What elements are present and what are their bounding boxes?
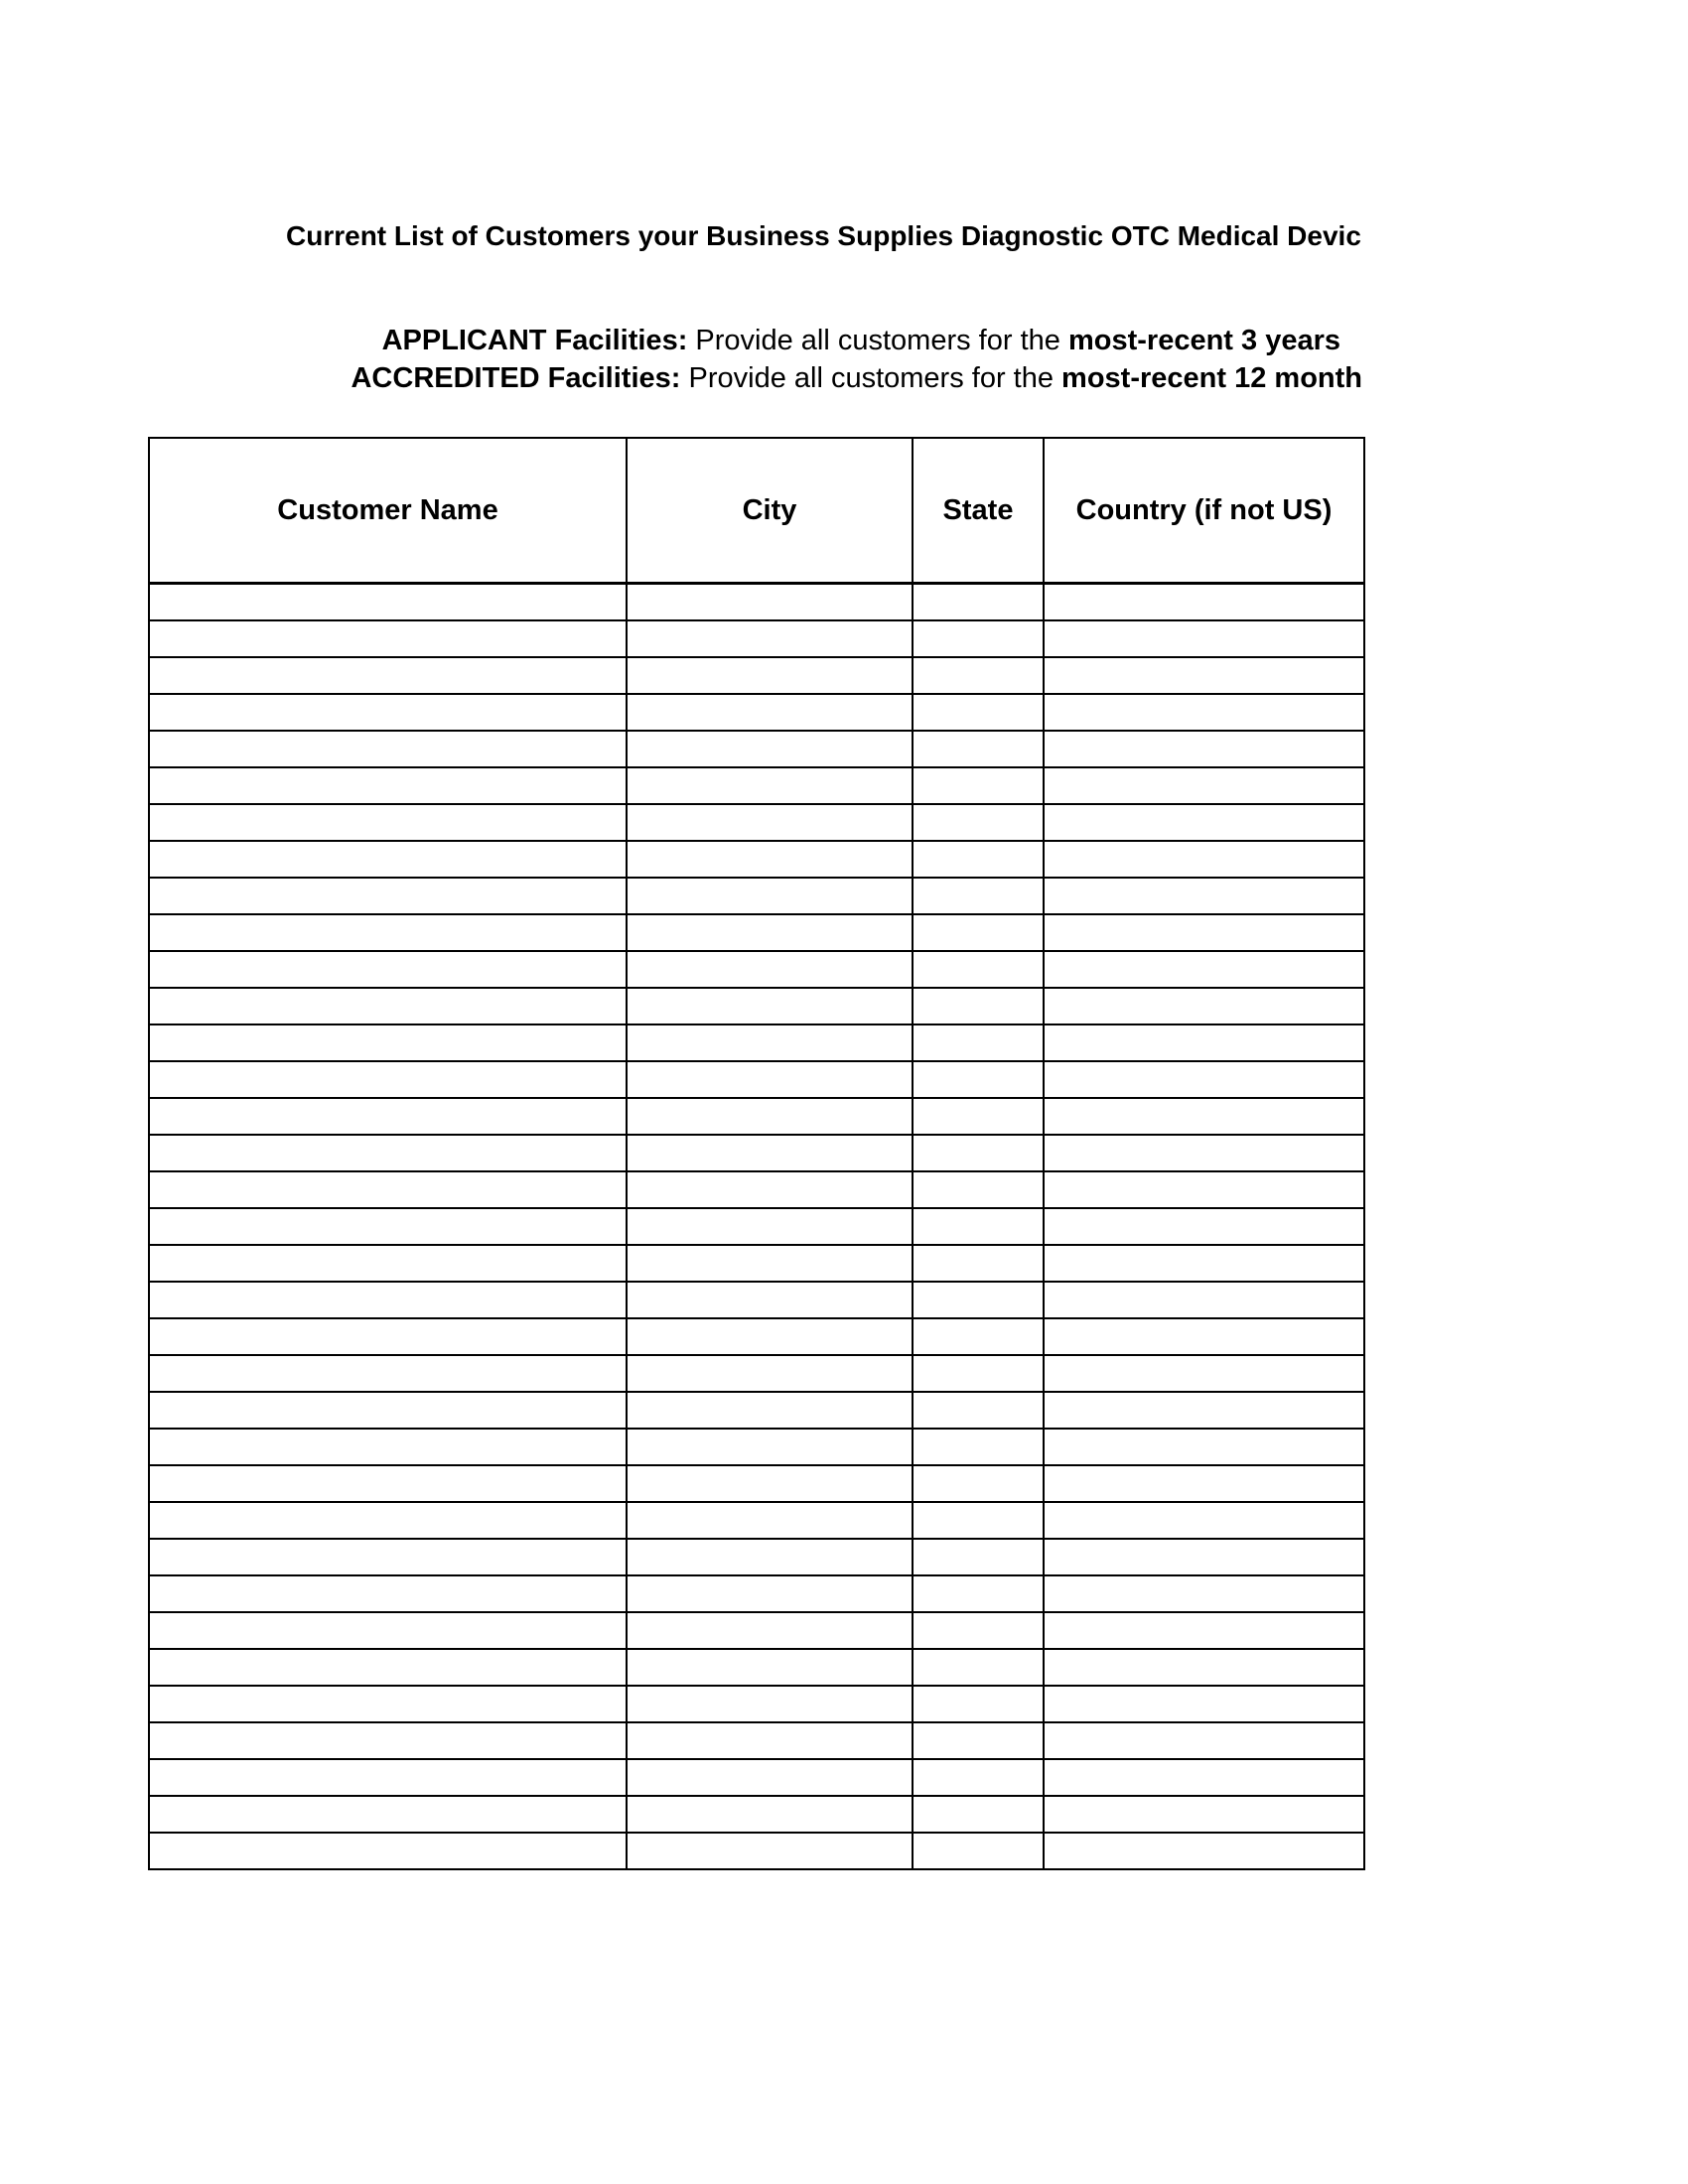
table-row xyxy=(149,1612,1364,1649)
table-row xyxy=(149,1833,1364,1869)
table-header-row xyxy=(149,438,1364,584)
table-row xyxy=(149,767,1364,804)
cell-customer-name[interactable] xyxy=(149,1429,627,1465)
cell-country[interactable] xyxy=(1044,1135,1364,1171)
table-body xyxy=(149,584,1364,1870)
table-row xyxy=(149,841,1364,878)
table-row xyxy=(149,731,1364,767)
cell-country[interactable] xyxy=(1044,1061,1364,1098)
cell-country[interactable] xyxy=(1044,620,1364,657)
table-row xyxy=(149,584,1364,621)
cell-customer-name[interactable] xyxy=(149,1318,627,1355)
cell-country[interactable] xyxy=(1044,1759,1364,1796)
cell-city[interactable] xyxy=(627,1686,913,1722)
table-row xyxy=(149,1502,1364,1539)
cell-state[interactable] xyxy=(913,1171,1044,1208)
cell-customer-name[interactable] xyxy=(149,1612,627,1649)
cell-city[interactable] xyxy=(627,1796,913,1833)
accredited-label: ACCREDITED Facilities: xyxy=(351,362,681,394)
cell-city[interactable] xyxy=(627,1024,913,1061)
cell-country[interactable] xyxy=(1044,1392,1364,1429)
cell-city[interactable] xyxy=(627,804,913,841)
cell-country[interactable] xyxy=(1044,1465,1364,1502)
cell-state[interactable] xyxy=(913,1061,1044,1098)
cell-country[interactable] xyxy=(1044,1539,1364,1575)
cell-country[interactable] xyxy=(1044,1833,1364,1869)
cell-city[interactable] xyxy=(627,620,913,657)
cell-state[interactable] xyxy=(913,1722,1044,1759)
cell-customer-name[interactable] xyxy=(149,1024,627,1061)
cell-state[interactable] xyxy=(913,988,1044,1024)
cell-city[interactable] xyxy=(627,951,913,988)
cell-customer-name[interactable] xyxy=(149,951,627,988)
cell-city[interactable] xyxy=(627,1318,913,1355)
cell-city[interactable] xyxy=(627,1208,913,1245)
customer-table xyxy=(148,437,1365,1870)
cell-state[interactable] xyxy=(913,1098,1044,1135)
cell-city[interactable] xyxy=(627,1171,913,1208)
table-row xyxy=(149,1392,1364,1429)
cell-state[interactable] xyxy=(913,1282,1044,1318)
cell-country[interactable] xyxy=(1044,878,1364,914)
cell-country[interactable] xyxy=(1044,731,1364,767)
cell-state[interactable] xyxy=(913,1796,1044,1833)
applicant-text: Provide all customers for the xyxy=(687,325,1068,356)
table-row xyxy=(149,1355,1364,1392)
cell-state[interactable] xyxy=(913,878,1044,914)
cell-city[interactable] xyxy=(627,1502,913,1539)
cell-country[interactable] xyxy=(1044,1098,1364,1135)
cell-customer-name[interactable] xyxy=(149,657,627,694)
table-row xyxy=(149,988,1364,1024)
table-row xyxy=(149,1465,1364,1502)
cell-country[interactable] xyxy=(1044,657,1364,694)
cell-state[interactable] xyxy=(913,914,1044,951)
applicant-instruction xyxy=(382,322,1340,359)
cell-customer-name[interactable] xyxy=(149,804,627,841)
table-row xyxy=(149,914,1364,951)
cell-city[interactable] xyxy=(627,1429,913,1465)
table-row xyxy=(149,1649,1364,1686)
table-row xyxy=(149,804,1364,841)
table-row xyxy=(149,878,1364,914)
cell-state[interactable] xyxy=(913,1392,1044,1429)
cell-state[interactable] xyxy=(913,1024,1044,1061)
cell-customer-name[interactable] xyxy=(149,1282,627,1318)
table-row xyxy=(149,1245,1364,1282)
cell-country[interactable] xyxy=(1044,1208,1364,1245)
cell-country[interactable] xyxy=(1044,914,1364,951)
cell-customer-name[interactable] xyxy=(149,841,627,878)
table-row xyxy=(149,1061,1364,1098)
cell-state[interactable] xyxy=(913,1833,1044,1869)
cell-state[interactable] xyxy=(913,1612,1044,1649)
header-city: City xyxy=(627,438,913,584)
table-row xyxy=(149,1024,1364,1061)
cell-state[interactable] xyxy=(913,951,1044,988)
cell-customer-name[interactable] xyxy=(149,1759,627,1796)
cell-city[interactable] xyxy=(627,841,913,878)
cell-city[interactable] xyxy=(627,1759,913,1796)
cell-city[interactable] xyxy=(627,1722,913,1759)
cell-customer-name[interactable] xyxy=(149,1796,627,1833)
cell-city[interactable] xyxy=(627,1355,913,1392)
cell-state[interactable] xyxy=(913,1135,1044,1171)
cell-customer-name[interactable] xyxy=(149,1098,627,1135)
header-country: Country (if not US) xyxy=(1044,438,1364,584)
cell-customer-name[interactable] xyxy=(149,767,627,804)
cell-city[interactable] xyxy=(627,1465,913,1502)
cell-country[interactable] xyxy=(1044,988,1364,1024)
cell-customer-name[interactable] xyxy=(149,1833,627,1869)
cell-state[interactable] xyxy=(913,584,1044,621)
applicant-label: APPLICANT Facilities: xyxy=(381,325,688,356)
cell-city[interactable] xyxy=(627,694,913,731)
cell-city[interactable] xyxy=(627,1098,913,1135)
cell-city[interactable] xyxy=(627,1245,913,1282)
cell-state[interactable] xyxy=(913,841,1044,878)
table-row xyxy=(149,1208,1364,1245)
cell-city[interactable] xyxy=(627,584,913,621)
cell-city[interactable] xyxy=(627,1282,913,1318)
cell-country[interactable] xyxy=(1044,1171,1364,1208)
cell-customer-name[interactable] xyxy=(149,1575,627,1612)
cell-country[interactable] xyxy=(1044,804,1364,841)
table-row xyxy=(149,1575,1364,1612)
cell-state[interactable] xyxy=(913,1759,1044,1796)
table-row xyxy=(149,1135,1364,1171)
table-row xyxy=(149,1318,1364,1355)
cell-state[interactable] xyxy=(913,1318,1044,1355)
cell-customer-name[interactable] xyxy=(149,1465,627,1502)
cell-customer-name[interactable] xyxy=(149,1649,627,1686)
cell-city[interactable] xyxy=(627,731,913,767)
cell-customer-name[interactable] xyxy=(149,1392,627,1429)
table-row xyxy=(149,1098,1364,1135)
cell-country[interactable] xyxy=(1044,841,1364,878)
cell-state[interactable] xyxy=(913,1649,1044,1686)
cell-country[interactable] xyxy=(1044,584,1364,621)
cell-country[interactable] xyxy=(1044,1318,1364,1355)
cell-country[interactable] xyxy=(1044,694,1364,731)
cell-customer-name[interactable] xyxy=(149,1722,627,1759)
table-row xyxy=(149,1722,1364,1759)
cell-country[interactable] xyxy=(1044,1245,1364,1282)
cell-country[interactable] xyxy=(1044,767,1364,804)
cell-state[interactable] xyxy=(913,1465,1044,1502)
cell-customer-name[interactable] xyxy=(149,620,627,657)
cell-city[interactable] xyxy=(627,1392,913,1429)
cell-state[interactable] xyxy=(913,1575,1044,1612)
cell-country[interactable] xyxy=(1044,1722,1364,1759)
table-row xyxy=(149,1686,1364,1722)
cell-customer-name[interactable] xyxy=(149,1208,627,1245)
accredited-instruction xyxy=(351,359,1362,397)
cell-country[interactable] xyxy=(1044,1612,1364,1649)
header-state: State xyxy=(913,438,1044,584)
cell-customer-name[interactable] xyxy=(149,914,627,951)
cell-country[interactable] xyxy=(1044,1282,1364,1318)
cell-customer-name[interactable] xyxy=(149,584,627,621)
accredited-period: most-recent 12 month xyxy=(1061,362,1362,394)
cell-city[interactable] xyxy=(627,1539,913,1575)
cell-city[interactable] xyxy=(627,1833,913,1869)
table-row xyxy=(149,1282,1364,1318)
accredited-text: Provide all customers for the xyxy=(680,362,1062,394)
cell-customer-name[interactable] xyxy=(149,1135,627,1171)
cell-state[interactable] xyxy=(913,731,1044,767)
table-row xyxy=(149,1759,1364,1796)
cell-customer-name[interactable] xyxy=(149,1539,627,1575)
page-title: Current List of Customers your Business Supplies Diagnostic OTC Medical Devic xyxy=(286,220,1361,251)
table-row xyxy=(149,1171,1364,1208)
cell-city[interactable] xyxy=(627,1135,913,1171)
cell-state[interactable] xyxy=(913,694,1044,731)
cell-customer-name[interactable] xyxy=(149,1245,627,1282)
cell-country[interactable] xyxy=(1044,1355,1364,1392)
table-row xyxy=(149,694,1364,731)
cell-state[interactable] xyxy=(913,1502,1044,1539)
table-row xyxy=(149,1539,1364,1575)
cell-city[interactable] xyxy=(627,767,913,804)
cell-country[interactable] xyxy=(1044,1649,1364,1686)
cell-state[interactable] xyxy=(913,657,1044,694)
cell-customer-name[interactable] xyxy=(149,1502,627,1539)
cell-state[interactable] xyxy=(913,1539,1044,1575)
cell-country[interactable] xyxy=(1044,1575,1364,1612)
header-customer-name: Customer Name xyxy=(149,438,627,584)
cell-state[interactable] xyxy=(913,804,1044,841)
cell-customer-name[interactable] xyxy=(149,1061,627,1098)
cell-country[interactable] xyxy=(1044,1024,1364,1061)
cell-country[interactable] xyxy=(1044,951,1364,988)
cell-city[interactable] xyxy=(627,1649,913,1686)
cell-state[interactable] xyxy=(913,1355,1044,1392)
cell-customer-name[interactable] xyxy=(149,731,627,767)
cell-customer-name[interactable] xyxy=(149,694,627,731)
cell-city[interactable] xyxy=(627,657,913,694)
cell-customer-name[interactable] xyxy=(149,1355,627,1392)
table-row xyxy=(149,620,1364,657)
cell-customer-name[interactable] xyxy=(149,988,627,1024)
cell-state[interactable] xyxy=(913,1208,1044,1245)
cell-state[interactable] xyxy=(913,1429,1044,1465)
cell-customer-name[interactable] xyxy=(149,1171,627,1208)
cell-customer-name[interactable] xyxy=(149,878,627,914)
table-row xyxy=(149,1429,1364,1465)
cell-state[interactable] xyxy=(913,620,1044,657)
table-row xyxy=(149,951,1364,988)
cell-country[interactable] xyxy=(1044,1796,1364,1833)
cell-state[interactable] xyxy=(913,1686,1044,1722)
applicant-period: most-recent 3 years xyxy=(1067,325,1340,356)
cell-city[interactable] xyxy=(627,988,913,1024)
cell-city[interactable] xyxy=(627,1612,913,1649)
cell-city[interactable] xyxy=(627,914,913,951)
table-row xyxy=(149,657,1364,694)
cell-customer-name[interactable] xyxy=(149,1686,627,1722)
cell-city[interactable] xyxy=(627,878,913,914)
cell-state[interactable] xyxy=(913,767,1044,804)
cell-city[interactable] xyxy=(627,1061,913,1098)
cell-country[interactable] xyxy=(1044,1429,1364,1465)
cell-city[interactable] xyxy=(627,1575,913,1612)
cell-country[interactable] xyxy=(1044,1502,1364,1539)
cell-state[interactable] xyxy=(913,1245,1044,1282)
cell-country[interactable] xyxy=(1044,1686,1364,1722)
table-row xyxy=(149,1796,1364,1833)
